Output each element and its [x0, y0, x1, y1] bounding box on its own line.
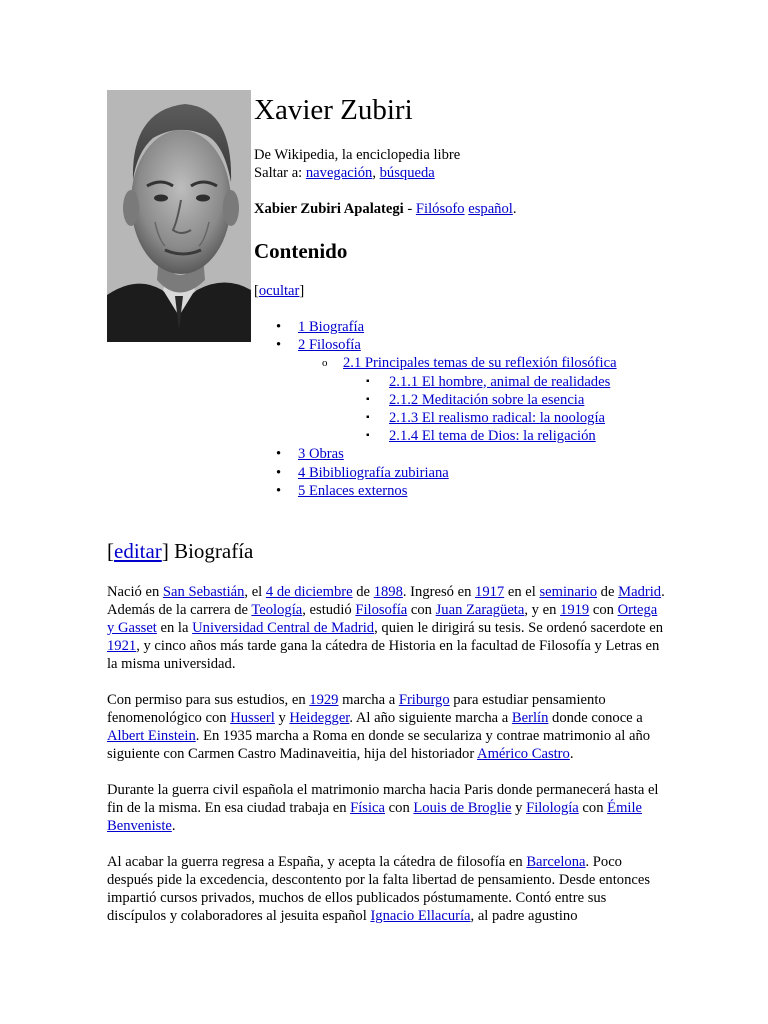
intro-line: [254, 200, 734, 218]
paragraph-text: .: [171, 818, 176, 834]
toc-bullet-icon: ▪: [366, 375, 370, 387]
paragraph-text: . Además de la carrera de: [107, 584, 665, 618]
paragraph-text: , quien le dirigirá su tesis. Se ordenó sacerdote en: [374, 620, 664, 636]
inline-link[interactable]: Teología: [251, 602, 303, 618]
toc-list: [254, 318, 734, 500]
toc-link[interactable]: 4 Bibibliografía zubiriana: [298, 464, 449, 481]
toc-link[interactable]: 3 Obras: [298, 446, 344, 463]
toc-link[interactable]: 1 Biografía: [298, 319, 365, 335]
toc-bullet-icon: ▪: [366, 430, 370, 442]
inline-link[interactable]: 1919: [560, 602, 590, 618]
toc-toggle-open: [: [254, 283, 259, 299]
intro-end: .: [512, 201, 517, 217]
paragraph-text: con: [589, 602, 618, 618]
paragraph-text: . Ingresó en: [402, 584, 476, 600]
paragraph-text: con: [578, 800, 608, 816]
toc-link[interactable]: 2.1.2 Meditación sobre la esencia: [389, 391, 585, 408]
inline-link[interactable]: Berlín: [511, 710, 549, 726]
paragraph: [107, 781, 667, 835]
toc-link[interactable]: 2.1.3 El realismo radical: la noología: [389, 409, 606, 426]
toc-bullet-icon: •: [276, 446, 282, 463]
toc-item: [254, 409, 734, 427]
toc-item: [254, 464, 734, 482]
inline-link[interactable]: Filosofía: [355, 602, 408, 618]
toc-link[interactable]: 2.1.1 El hombre, animal de realidades: [389, 373, 611, 390]
link-espanol[interactable]: español: [468, 201, 513, 217]
paragraph-text: para estudiar pensamiento fenomenológico con: [107, 692, 606, 726]
inline-link[interactable]: 1921: [107, 638, 137, 654]
toc-item: [254, 427, 734, 445]
inline-link[interactable]: Universidad Central de Madrid: [192, 620, 375, 636]
paragraph-text: en el: [504, 584, 540, 600]
inline-link[interactable]: 4 de diciembre: [265, 584, 353, 600]
toc-item: [254, 391, 734, 409]
paragraph-text: . Poco después pide la excedencia, descontento por la falta libertad de pensamiento. Desde entonces impartió cursos privados, muchos de ellos publicados póstumamente. Contó entre sus discípulos y colaboradores al jesuita español: [107, 854, 650, 924]
toc-item: [254, 482, 734, 500]
inline-link[interactable]: Barcelona: [526, 854, 586, 870]
paragraph: [107, 583, 667, 673]
section-title: Biografía: [168, 539, 254, 563]
inline-link[interactable]: Ortega y Gasset: [107, 602, 658, 636]
paragraph-text: y: [511, 800, 527, 816]
paragraph-text: marcha a: [338, 692, 399, 708]
paragraph-text: con: [407, 602, 436, 618]
paragraph-text: Con permiso para sus estudios, en: [107, 692, 310, 708]
toc-bullet-icon: ▪: [366, 393, 370, 405]
inline-link[interactable]: Juan Zaragüeta: [435, 602, 525, 618]
jump-prefix: Saltar a:: [254, 165, 306, 181]
jump-separator: ,: [372, 165, 380, 181]
inline-link[interactable]: Émile Benveniste: [107, 800, 643, 834]
toc-link[interactable]: 2 Filosofía: [298, 337, 361, 354]
tagline-text: De Wikipedia, la enciclopedia libre: [254, 147, 461, 163]
inline-link[interactable]: Friburgo: [398, 692, 450, 708]
paragraph-text: .: [569, 746, 574, 762]
paragraph-text: . Al año siguiente marcha a: [349, 710, 512, 726]
edit-section-link[interactable]: editar: [114, 539, 162, 563]
toc-bullet-icon: •: [276, 337, 282, 354]
toc-hide-link[interactable]: ocultar: [258, 283, 300, 299]
paragraph: [107, 691, 667, 763]
paragraph-text: y: [274, 710, 290, 726]
toc-heading: Contenido: [254, 239, 348, 263]
toc-toggle: [254, 282, 734, 300]
page-title: Xavier Zubiri: [254, 94, 413, 126]
inline-link[interactable]: Américo Castro: [477, 746, 570, 762]
paragraph-text: con: [385, 800, 414, 816]
toc-link[interactable]: 5 Enlaces externos: [298, 482, 408, 499]
article-paragraphs: [107, 583, 667, 925]
toc-bullet-icon: •: [276, 464, 282, 481]
paragraph-text: en la: [156, 620, 193, 636]
paragraph-text: , y en: [524, 602, 561, 618]
inline-link[interactable]: Filología: [526, 800, 579, 816]
paragraph-text: de: [597, 584, 619, 600]
intro-name: Xabier Zubiri Apalategi: [254, 201, 404, 217]
toc-item: [254, 445, 734, 463]
intro-separator: -: [403, 201, 416, 217]
paragraph-text: , y cinco años más tarde gana la cátedra de Historia en la facultad de Filosofía y Letras en la misma universidad.: [107, 638, 660, 672]
paragraph-text: Durante la guerra civil española el matrimonio marcha hacia Paris donde permanecerá hasta el fin de la misma. En esa ciudad trabaja en: [107, 782, 659, 816]
toc-link[interactable]: 2.1.4 El tema de Dios: la religación: [389, 428, 596, 445]
paragraph-text: Al acabar la guerra regresa a España, y acepta la cátedra de filosofía en: [107, 854, 527, 870]
inline-link[interactable]: Heidegger: [289, 710, 350, 726]
toc-link[interactable]: 2.1 Principales temas de su reflexión filosófica: [343, 355, 617, 372]
section-heading-biografia: [107, 537, 667, 565]
inline-link[interactable]: Husserl: [230, 710, 275, 726]
inline-link[interactable]: 1898: [373, 584, 403, 600]
inline-link[interactable]: Albert Einstein: [107, 728, 196, 744]
jump-search-link[interactable]: búsqueda: [379, 165, 435, 181]
toc-bullet-icon: ▪: [366, 411, 370, 423]
site-tagline: [254, 146, 734, 182]
inline-link[interactable]: 1929: [309, 692, 339, 708]
paragraph-text: , al padre agustino: [470, 908, 578, 924]
toc-bullet-icon: o: [322, 357, 328, 370]
paragraph-text: donde conoce a: [548, 710, 643, 726]
edit-open-bracket: [: [107, 539, 114, 563]
paragraph-text: , el: [244, 584, 266, 600]
inline-link[interactable]: Louis de Broglie: [413, 800, 512, 816]
edit-close-bracket: ]: [161, 539, 169, 563]
toc-bullet-icon: •: [276, 482, 282, 499]
portrait-photo: [107, 90, 251, 342]
toc-toggle-close: ]: [299, 283, 305, 299]
jump-links: [254, 164, 734, 182]
article-header: [254, 92, 734, 300]
jump-navigation-link[interactable]: navegación: [305, 165, 373, 181]
toc-bullet-icon: •: [276, 319, 282, 335]
toc-item: [254, 336, 734, 354]
paragraph: [107, 853, 667, 925]
inline-link[interactable]: San Sebastián: [162, 584, 245, 600]
paragraph-text: . En 1935 marcha a Roma en donde se seculariza y contrae matrimonio al año siguiente con Carmen Castro Madinaveitia, hija del historiador: [107, 728, 651, 762]
paragraph-text: de: [352, 584, 374, 600]
inline-link[interactable]: 1917: [475, 584, 505, 600]
inline-link[interactable]: Ignacio Ellacuría: [370, 908, 471, 924]
toc-item: [254, 354, 734, 372]
toc-item: [254, 373, 734, 391]
toc-item: [254, 318, 734, 336]
link-filosofo[interactable]: Filósofo: [415, 201, 465, 217]
inline-link[interactable]: Madrid: [618, 584, 662, 600]
article-body: [107, 537, 667, 943]
inline-link[interactable]: Física: [350, 800, 386, 816]
paragraph-text: Nació en: [107, 584, 163, 600]
inline-link[interactable]: seminario: [539, 584, 598, 600]
paragraph-text: , estudió: [302, 602, 356, 618]
